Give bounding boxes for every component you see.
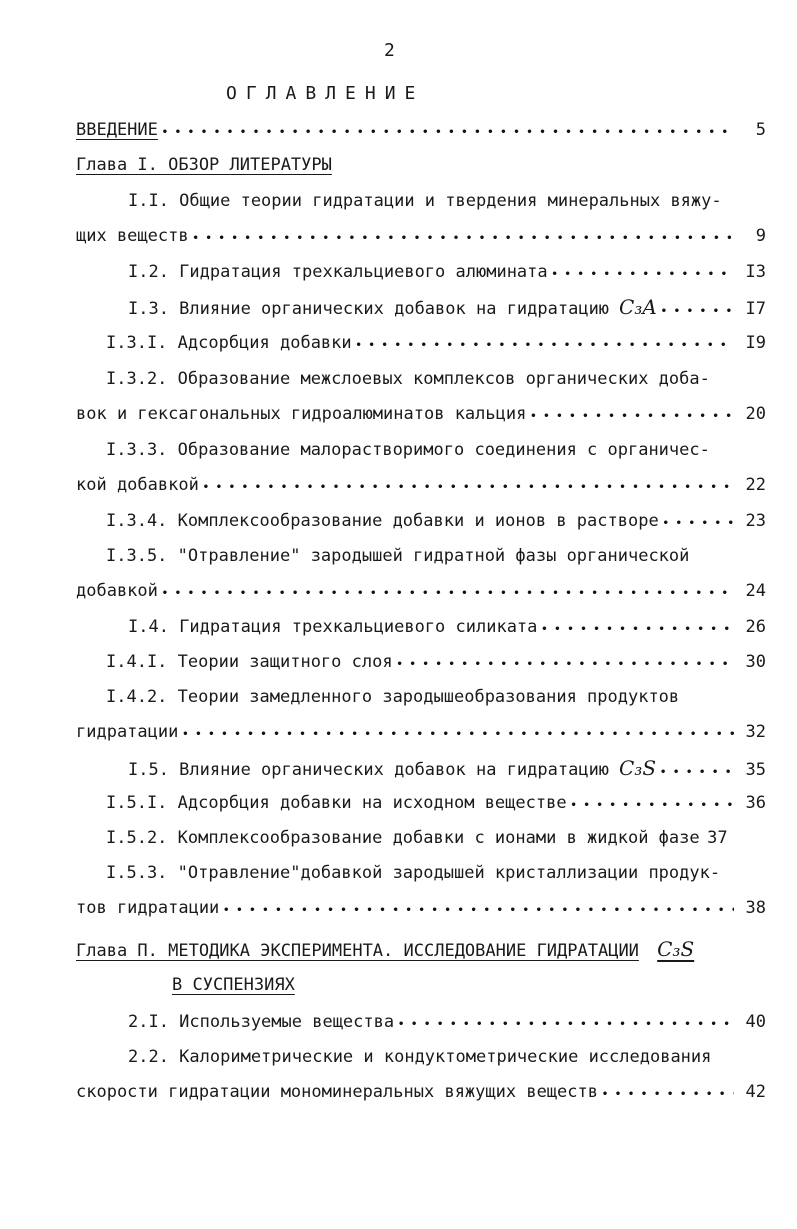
toc-entry-1-5-2[interactable]	[106, 825, 766, 851]
entry-text: I.3.I. Адсорбция добавки	[106, 333, 352, 353]
dot-leader	[162, 117, 734, 146]
entry-page: I3	[745, 262, 766, 282]
dot-leader	[182, 719, 734, 748]
entry-text: I.3.4. Комплексообразование добавки и ионов в растворе	[106, 511, 659, 531]
toc-entry-2-2-line1[interactable]	[128, 1044, 766, 1070]
entry-text: I.3.3. Образование малорастворимого соединения с органичес-	[106, 440, 710, 460]
toc-entry-1-5-3-line2[interactable]	[76, 895, 766, 921]
entry-text: I.2. Гидратация трехкальциевого алюмината	[128, 262, 548, 282]
entry-text: I.4. Гидратация трехкальциевого силиката	[128, 617, 538, 637]
toc-entry-1-2[interactable]	[128, 259, 766, 285]
entry-page: 26	[745, 617, 766, 637]
dot-leader	[398, 1009, 734, 1038]
toc-entry-1-3-3-line2[interactable]	[76, 472, 766, 498]
entry-page: I9	[745, 333, 766, 353]
entry-page: 36	[745, 793, 766, 813]
dot-leader	[530, 401, 734, 430]
entry-page: 22	[745, 475, 766, 495]
dot-leader	[541, 614, 734, 643]
chem-formula: C₃S	[657, 937, 695, 961]
chem-formula: C₃S	[619, 756, 657, 780]
entry-text: вок и гексагональных гидроалюминатов кальция	[76, 404, 527, 424]
toc-entry-1-1-line1[interactable]	[128, 188, 766, 214]
entry-page: 9	[755, 226, 766, 246]
entry-page: 42	[745, 1082, 766, 1102]
dot-leader	[660, 757, 734, 786]
dot-leader	[193, 223, 734, 252]
entry-text: I.3.2. Образование межслоевых комплексов органических доба-	[106, 369, 710, 389]
entry-text: I.4.I. Теории защитного слоя	[106, 652, 393, 672]
entry-page: 37	[707, 828, 728, 848]
toc-entry-1-3-4[interactable]	[106, 508, 766, 534]
page-number: 2	[384, 40, 395, 61]
entry-text: I.3.5. "Отравление" зародышей гидратной фазы органической	[106, 546, 690, 566]
entry-text: Глава I. ОБЗОР ЛИТЕРАТУРЫ	[76, 155, 332, 175]
chapter-heading-2-line1[interactable]	[76, 936, 766, 962]
entry-page: 23	[745, 511, 766, 531]
toc-entry-1-3-1[interactable]	[106, 330, 766, 356]
entry-text: кой добавкой	[76, 475, 199, 495]
entry-text: В СУСПЕНЗИЯХ	[172, 975, 295, 995]
entry-page: I7	[745, 299, 766, 319]
toc-entry-1-4-2-line2[interactable]	[76, 719, 766, 745]
dot-leader	[663, 508, 734, 537]
entry-text: тов гидратации	[76, 898, 220, 918]
entry-page: 40	[745, 1012, 766, 1032]
dot-leader	[162, 578, 734, 607]
entry-page: 32	[745, 722, 766, 742]
chapter-heading-1[interactable]	[76, 152, 766, 178]
entry-text: ВВЕДЕНИЕ	[76, 120, 158, 140]
entry-text: I.5. Влияние органических добавок на гидратацию	[128, 760, 610, 780]
entry-text: добавкой	[76, 581, 158, 601]
entry-text: I.5.2. Комплексообразование добавки с ионами в жидкой фазе	[106, 828, 700, 848]
toc-entry-1-4[interactable]	[128, 614, 766, 640]
dot-leader	[602, 1079, 734, 1108]
dot-leader	[661, 296, 734, 325]
dot-leader	[356, 330, 734, 359]
entry-page: 30	[745, 652, 766, 672]
entry-text: I.5.I. Адсорбция добавки на исходном веществе	[106, 793, 567, 813]
toc-entry-1-5-3-line1[interactable]	[106, 860, 766, 886]
entry-text: I.5.3. "Отравление"добавкой зародышей кристаллизации продук-	[106, 863, 721, 883]
toc-entry-1-4-1[interactable]	[106, 649, 766, 675]
entry-text: I.3. Влияние органических добавок на гидратацию	[128, 299, 610, 319]
entry-page: 24	[745, 581, 766, 601]
dot-leader	[552, 259, 734, 288]
entry-text: I.I. Общие теории гидратации и твердения минеральных вяжу-	[128, 191, 722, 211]
toc-entry-1-1-line2[interactable]	[76, 223, 766, 249]
toc-entry-1-3-2-line1[interactable]	[106, 366, 766, 392]
chem-formula: C₃A	[619, 295, 657, 319]
entry-text: гидратации	[76, 722, 179, 742]
toc-title: ОГЛАВЛЕНИЕ	[226, 83, 425, 104]
toc-entry-2-1[interactable]	[128, 1009, 766, 1035]
entry-text: Глава П. МЕТОДИКА ЭКСПЕРИМЕНТА. ИССЛЕДОВАНИЕ ГИДРАТАЦИИ	[76, 941, 639, 961]
toc-entry-1-4-2-line1[interactable]	[106, 684, 766, 710]
toc-entry-1-3-5-line1[interactable]	[106, 543, 766, 569]
entry-text: щих веществ	[76, 226, 189, 246]
entry-text: 2.I. Используемые вещества	[128, 1012, 395, 1032]
dot-leader	[397, 649, 734, 678]
dot-leader	[223, 895, 734, 924]
chapter-heading-2-line2[interactable]	[172, 972, 572, 998]
dot-leader	[571, 790, 734, 819]
toc-entry-1-3-2-line2[interactable]	[76, 401, 766, 427]
entry-page: 20	[745, 404, 766, 424]
entry-text: скорости гидратации мономинеральных вяжущих веществ	[76, 1082, 598, 1102]
toc-entry-2-2-line2[interactable]	[76, 1079, 766, 1105]
toc-entry-1-3[interactable]	[128, 294, 766, 320]
entry-page: 5	[755, 120, 766, 140]
entry-page: 38	[745, 898, 766, 918]
entry-text: I.4.2. Теории замедленного зародышеобразования продуктов	[106, 687, 680, 707]
toc-entry-1-5-1[interactable]	[106, 790, 766, 816]
toc-entry-1-5[interactable]	[128, 755, 766, 781]
toc-entry-1-3-3-line1[interactable]	[106, 437, 766, 463]
entry-text: 2.2. Калориметрические и кондуктометрические исследования	[128, 1047, 712, 1067]
dot-leader	[203, 472, 734, 501]
toc-entry-1-3-5-line2[interactable]	[76, 578, 766, 604]
entry-page: 35	[745, 760, 766, 780]
toc-entry-intro[interactable]	[76, 117, 766, 143]
